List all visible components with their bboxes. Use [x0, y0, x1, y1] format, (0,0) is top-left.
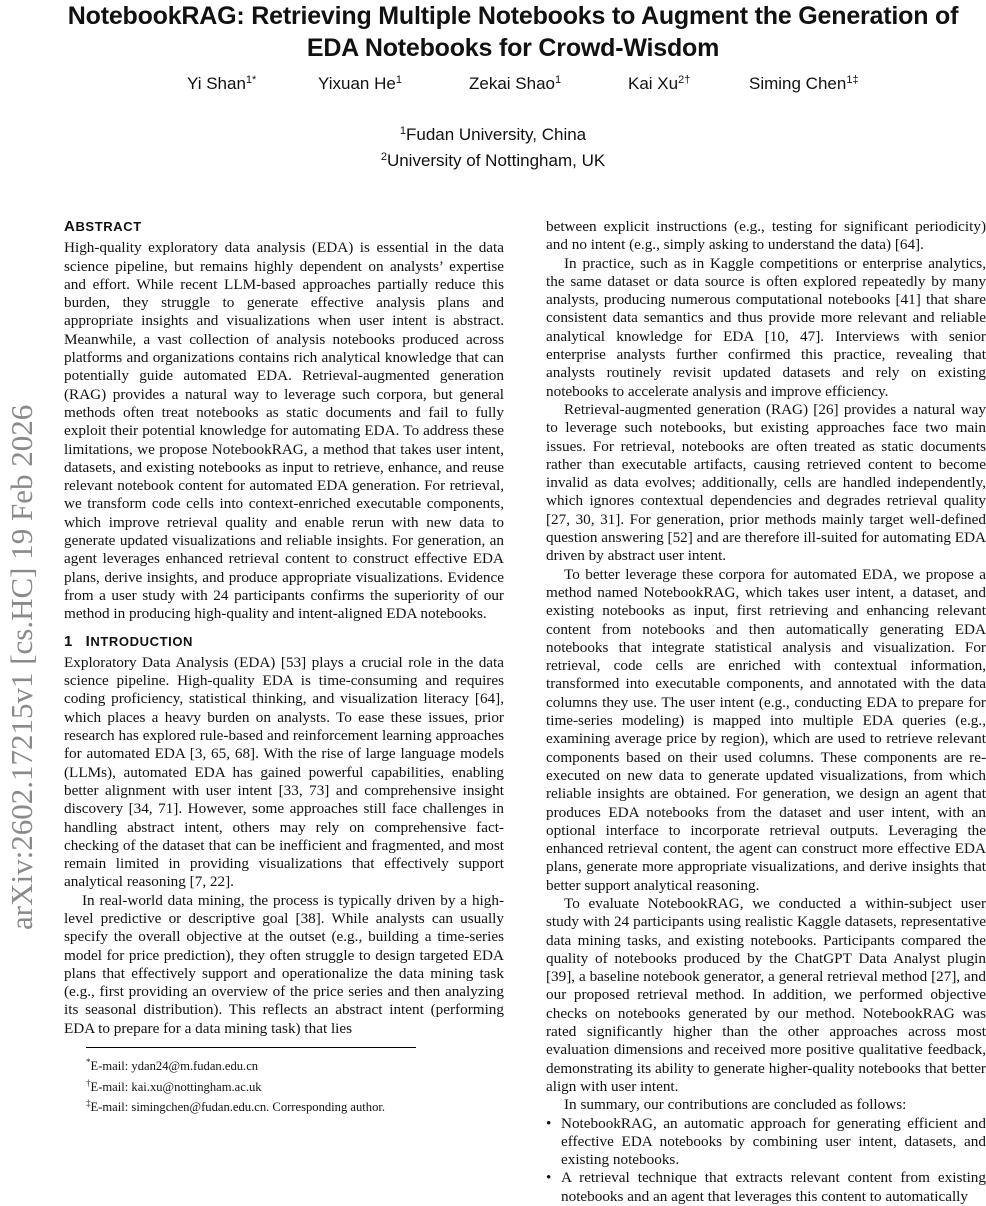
- author-name: Yixuan He: [318, 74, 396, 93]
- author-name: Kai Xu: [628, 74, 679, 93]
- author-affil-mark: 1‡: [846, 74, 859, 86]
- author-affil-mark: 1*: [245, 74, 257, 86]
- author: [749, 74, 859, 94]
- paragraph: In practice, such as in Kaggle competitions or enterprise analytics, the same dataset or data source is often explored repeatedly by many analysts, producing numerous computational notebooks [41] that share consistent data semantics and thus provide more relevant and reliable analytical knowledge for EDA [10, 47]. Interviews with senior enterprise analysts further confirmed this practice, revealing that analysts routinely revisit updated datasets and rely on existing notebooks to accelerate analysis and improve efficiency.: [546, 254, 986, 400]
- list-item: • A retrieval technique that extracts relevant content from existing notebooks and an agent that leverages this content to automatically: [546, 1169, 986, 1206]
- author: [187, 74, 256, 94]
- paragraph: Retrieval-augmented generation (RAG) [26] provides a natural way to leverage such notebooks, but existing approaches face two main issues. For retrieval, notebooks are often treated as static documents rather than executable artifacts, causing retrieved content to become invalid as data evolves; additionally, cells are handled independently, which ignores contextual dependencies and degrades retrieval quality [27, 30, 31]. For generation, prior methods mainly target well-defined question answering [52] and are therefore ill-suited for automating EDA driven by abstract user intent.: [546, 400, 986, 565]
- affiliation-name: University of Nottingham, UK: [386, 151, 606, 170]
- affiliations: [0, 120, 986, 172]
- footnote: †E-mail: kai.xu@nottingham.ac.uk: [86, 1077, 262, 1094]
- author-affil-mark: 2†: [678, 74, 691, 86]
- affiliation-mark: 2: [380, 151, 387, 163]
- author: [469, 74, 561, 94]
- footnote-rule: [86, 1047, 416, 1048]
- author-name: Zekai Shao: [469, 74, 555, 93]
- arxiv-stamp: arXiv:2602.17215v1 [cs.HC] 19 Feb 2026: [4, 404, 39, 930]
- affiliation: [0, 146, 986, 172]
- affiliation-mark: 1: [399, 125, 406, 137]
- paper-title: NotebookRAG: Retrieving Multiple Notebooks to Augment the Generation of EDA Notebooks for Crowd-Wisdom: [67, 2, 959, 62]
- author: [628, 74, 690, 94]
- introduction-heading: 1 INTRODUCTION: [64, 632, 194, 650]
- author-name: Yi Shan: [187, 74, 246, 93]
- author-affil-mark: 1: [555, 74, 562, 86]
- left-column: [64, 218, 504, 1116]
- paragraph: To better leverage these corpora for automated EDA, we propose a method named NotebookRAG, which takes user intent, a dataset, and existing notebooks as input, first retrieving and enhancing relevant content from notebooks and then automatically generating EDA notebooks that integrate statistical analysis and visualization. For retrieval, code cells are enriched with contextual information, transformed into executable components, and annotated with the data columns they use. The user intent (e.g., conducting EDA to prepare for time-series modeling) is mapped into multiple EDA queries (e.g., examining average price by region), which are used to retrieve relevant components based on their used columns. These components are re-executed on new data to generate updated visualizations, from which reliable insights are obtained. For generation, we design an agent that produces EDA notebooks from the dataset and user intent, with an optional interface to incorporate retrieval outputs. Leveraging the enhanced retrieval content, the agent can construct more effective EDA plans, generate more appropriate visualizations, and derive insights that better support analytical reasoning.: [546, 565, 986, 894]
- paragraph: Exploratory Data Analysis (EDA) [53] plays a crucial role in the data science pipeline. High-quality EDA is time-consuming and requires coding proficiency, statistical thinking, and visualization literacy [64], which places a heavy burden on analysts. To ease these issues, prior research has explored rule-based and reinforcement learning approaches for automated EDA [3, 65, 68]. With the rise of large language models (LLMs), automated EDA has gained powerful capabilities, enabling better alignment with user intent [33, 73] and comprehensive insight discovery [34, 71]. However, some approaches still face challenges in handling abstract intent, others may rely on comprehensive fact-checking of the dataset that can be inefficient and fragmented, and most remain limited in providing visualizations that effectively support analytical reasoning [7, 22].: [64, 653, 504, 891]
- paragraph: In summary, our contributions are concluded as follows:: [564, 1096, 907, 1114]
- right-column: [546, 218, 986, 1206]
- footnote: ‡E-mail: simingchen@fudan.edu.cn. Corresponding author.: [86, 1098, 386, 1115]
- author-list: [0, 74, 986, 98]
- contribution-list: [546, 1115, 986, 1206]
- author-affil-mark: 1: [395, 74, 402, 86]
- paragraph: In real-world data mining, the process is typically driven by a high-level predictive or descriptive goal [38]. While analysts can usually specify the overall objective at the outset (e.g., building a time-series model for price prediction), they often struggle to design targeted EDA plans that effectively support and operationalize the data mining task (e.g., first providing an overview of the price series and then analyzing its seasonal distribution). This reflects an abstract intent (performing EDA to prepare for a data mining task) that lies: [64, 891, 504, 1037]
- footnote: *E-mail: ydan24@m.fudan.edu.cn: [86, 1057, 259, 1074]
- affiliation-name: Fudan University, China: [405, 125, 587, 144]
- author: [318, 74, 402, 94]
- author-name: Siming Chen: [749, 74, 847, 93]
- affiliation: [0, 120, 986, 146]
- abstract-text: High-quality exploratory data analysis (EDA) is essential in the data science pipeline, but remains highly dependent on analysts’ expertise and effort. While recent LLM-based approaches partially reduce this burden, they struggle to generate effective analysis plans and appropriate insights and visualizations when user intent is abstract. Meanwhile, a vast collection of analysis notebooks produced across platforms and organizations contains rich analytical knowledge that can potentially guide automated EDA. Retrieval-augmented generation (RAG) provides a natural way to leverage such corpora, but general methods often treat notebooks as static documents and fail to fully exploit their potential knowledge for automating EDA. To address these limitations, we propose NotebookRAG, a method that takes user intent, datasets, and existing notebooks as input to retrieve, enhance, and reuse relevant notebook content for automated EDA generation. For retrieval, we transform code cells into context-enriched executable components, which improve retrieval quality and enable rerun with new data to generate updated visualizations and reliable insights. For generation, an agent leverages enhanced retrieval content to construct effective EDA plans, derive insights, and produce appropriate visualizations. Evidence from a user study with 24 participants confirms the superiority of our method in producing high-quality and intent-aligned EDA notebooks.: [64, 239, 504, 623]
- abstract-heading: ABSTRACT: [64, 218, 142, 235]
- paragraph: To evaluate NotebookRAG, we conducted a within-subject user study with 24 participants using realistic Kaggle datasets, representative data mining tasks, and existing notebooks. Participants compared the quality of notebooks produced by the ChatGPT Data Analyst plugin [39], a baseline notebook generator, a general retrieval method [27], and our proposed retrieval method. In addition, we performed objective checks on notebooks generated by our method. NotebookRAG was rated significantly higher than the other approaches across most evaluation dimensions and received more positive qualitative feedback, demonstrating its ability to generate higher-quality notebooks that better align with user intent.: [546, 894, 986, 1095]
- list-item: • NotebookRAG, an automatic approach for generating efficient and effective EDA notebooks by combining user intent, datasets, and existing notebooks.: [546, 1115, 986, 1170]
- paragraph: between explicit instructions (e.g., testing for significant periodicity) and no intent (e.g., simply asking to understand the data) [64].: [546, 218, 986, 254]
